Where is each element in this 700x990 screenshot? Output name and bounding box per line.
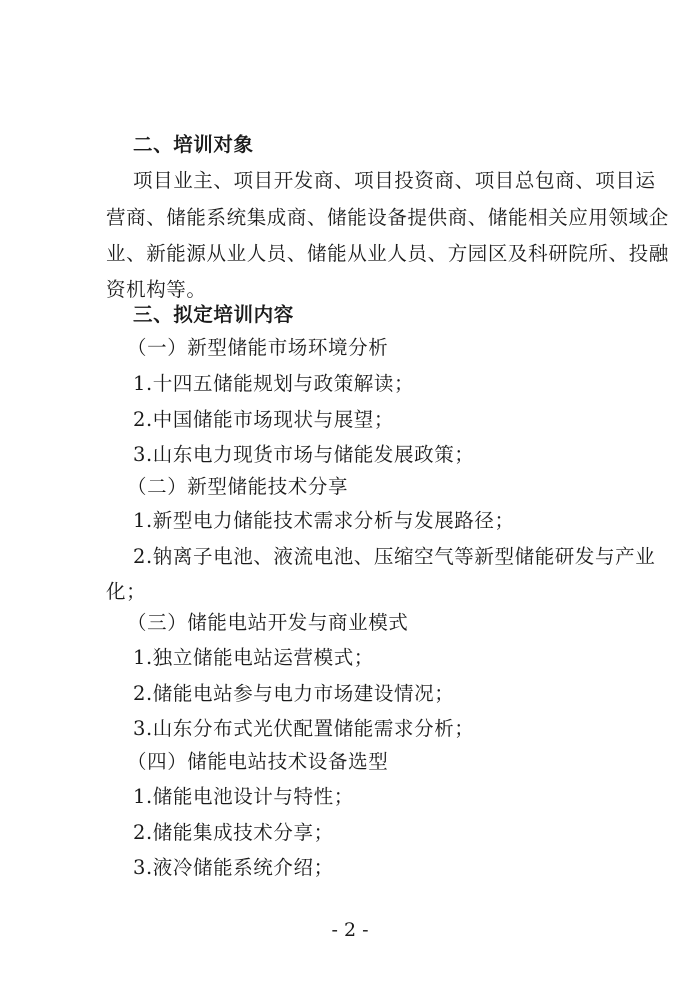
- list-item: 2.储能集成技术分享；: [133, 821, 334, 844]
- paragraph-line: 项目业主、项目开发商、项目投资商、项目总包商、项目运: [133, 169, 656, 192]
- list-item: 2.中国储能市场现状与展望；: [133, 408, 395, 431]
- paragraph-line: 业、新能源从业人员、储能从业人员、方园区及科研院所、投融: [106, 242, 669, 265]
- paragraph-line: 资机构等。: [106, 278, 207, 301]
- subsection-title: （四）储能电站技术设备选型: [127, 750, 389, 773]
- page-number: - 2 -: [331, 919, 369, 941]
- list-item: 1.独立储能电站运营模式；: [133, 646, 374, 669]
- list-item: 1.十四五储能规划与政策解读；: [133, 372, 415, 395]
- subsection-title: （二）新型储能技术分享: [127, 475, 349, 498]
- list-item: 2.储能电站参与电力市场建设情况；: [133, 682, 455, 705]
- paragraph-line: 营商、储能系统集成商、储能设备提供商、储能相关应用领域企: [106, 206, 669, 229]
- list-item: 1.新型电力储能技术需求分析与发展路径；: [133, 509, 515, 532]
- list-item: 3.山东电力现货市场与储能发展政策；: [133, 443, 475, 466]
- section-heading-training-targets: 二、培训对象: [133, 133, 254, 156]
- list-item: 1.储能电池设计与特性；: [133, 785, 354, 808]
- list-item: 3.液冷储能系统介绍；: [133, 856, 334, 879]
- list-item-continuation: 化；: [106, 580, 147, 603]
- subsection-title: （三）储能电站开发与商业模式: [127, 611, 409, 634]
- section-heading-training-content: 三、拟定培训内容: [133, 303, 294, 326]
- list-item: 3.山东分布式光伏配置储能需求分析；: [133, 717, 475, 740]
- subsection-title: （一）新型储能市场环境分析: [127, 336, 389, 359]
- list-item: 2.钠离子电池、液流电池、压缩空气等新型储能研发与产业: [133, 545, 656, 568]
